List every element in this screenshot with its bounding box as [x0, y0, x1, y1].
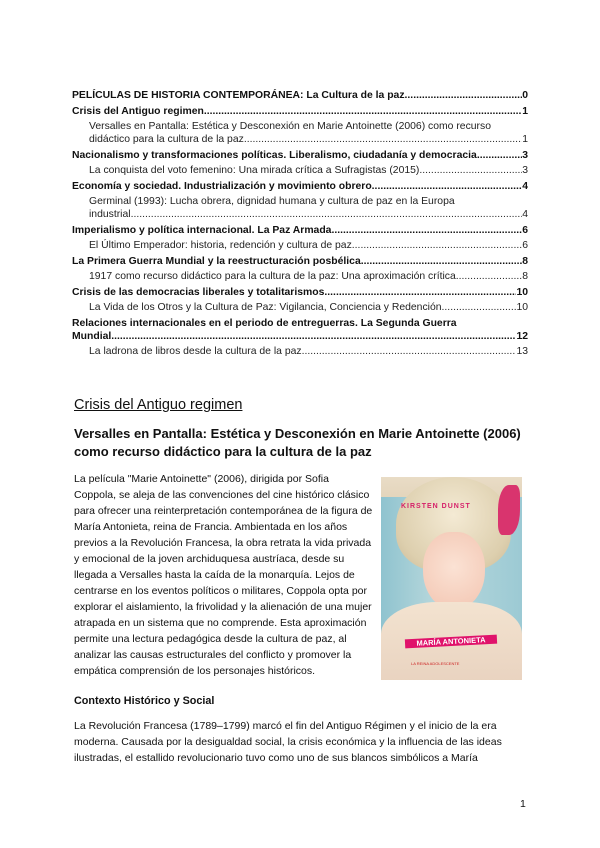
toc-entry[interactable]	[72, 345, 528, 358]
toc-entry-title-cont: Mundial	[72, 330, 112, 342]
toc-dot-leader	[324, 286, 516, 299]
toc-entry-page: 3	[522, 149, 528, 161]
toc-dot-leader	[405, 89, 523, 102]
toc-entry-title: Versalles en Pantalla: Estética y Desconexión en Marie Antoinette (2006) como recurso	[89, 121, 491, 132]
toc-entry-page: 8	[522, 255, 528, 267]
toc-entry-page: 1	[522, 105, 528, 117]
toc-entry[interactable]	[72, 164, 528, 177]
table-of-contents	[72, 89, 528, 358]
toc-entry-page: 6	[522, 224, 528, 236]
toc-entry-last-line	[89, 133, 528, 146]
toc-entry-title: La Vida de los Otros y la Cultura de Paz: Vigilancia, Conciencia y Redención	[89, 302, 442, 313]
toc-entry-title-cont: industrial	[89, 209, 131, 220]
poster-title: MARÍA ANTONIETA	[405, 635, 497, 649]
toc-dot-leader	[477, 149, 522, 162]
toc-dot-leader	[302, 345, 517, 358]
toc-entry-page: 0	[522, 90, 528, 101]
toc-dot-leader	[131, 208, 523, 221]
toc-entry[interactable]	[72, 105, 528, 118]
toc-entry-title: La ladrona de libros desde la cultura de la paz	[89, 346, 302, 357]
toc-entry-title-cont: didáctico para la cultura de la paz	[89, 134, 244, 145]
toc-entry-last-line	[72, 330, 528, 343]
toc-entry-last-line	[89, 208, 528, 221]
toc-entry[interactable]	[72, 89, 528, 102]
toc-dot-leader	[442, 301, 517, 314]
section-content	[72, 396, 532, 766]
toc-entry[interactable]	[72, 317, 528, 343]
toc-dot-leader	[331, 224, 522, 237]
toc-entry[interactable]	[72, 255, 528, 268]
toc-entry[interactable]	[72, 195, 528, 221]
toc-entry-page: 12	[516, 330, 528, 342]
poster-actor: KIRSTEN DUNST	[401, 503, 471, 510]
toc-entry[interactable]	[72, 180, 528, 193]
toc-dot-leader	[111, 330, 516, 343]
toc-entry-page: 4	[522, 180, 528, 192]
toc-entry-title: Nacionalismo y transformaciones políticas. Liberalismo, ciudadanía y democracia	[72, 149, 477, 161]
toc-entry-title: Crisis de las democracias liberales y totalitarismos	[72, 286, 325, 298]
toc-dot-leader	[364, 255, 523, 268]
toc-entry-title: Germinal (1993): Lucha obrera, dignidad humana y cultura de paz en la Europa	[89, 196, 455, 207]
toc-entry-page: 1	[522, 134, 528, 145]
poster-tagline: LA REINA ADOLESCENTE	[411, 661, 460, 666]
toc-entry[interactable]	[72, 224, 528, 237]
toc-entry-page: 6	[522, 240, 528, 251]
toc-entry[interactable]	[72, 301, 528, 314]
toc-entry-title: La conquista del voto femenino: Una mirada crítica a Sufragistas (2015).	[89, 165, 423, 176]
toc-dot-leader	[372, 180, 523, 193]
toc-dot-leader	[352, 239, 522, 252]
subsection-heading-context: Contexto Histórico y Social	[74, 695, 215, 707]
toc-entry[interactable]	[72, 149, 528, 162]
toc-dot-leader	[204, 105, 522, 118]
page-number: 1	[520, 798, 526, 810]
toc-entry-title: Imperialismo y política internacional. La Paz Armada	[72, 224, 332, 236]
toc-entry-page: 10	[516, 286, 528, 298]
toc-entry-page: 3	[522, 165, 528, 176]
toc-entry-title: Relaciones internacionales en el periodo de entreguerras. La Segunda Guerra	[72, 317, 457, 329]
toc-entry-page: 10	[516, 302, 528, 313]
intro-block	[74, 471, 532, 684]
toc-entry-title: El Último Emperador: historia, redención y cultura de paz	[89, 240, 352, 251]
toc-entry-page: 13	[516, 346, 528, 357]
toc-entry[interactable]	[72, 286, 528, 299]
body-paragraph: La película "Marie Antoinette" (2006), dirigida por Sofia Coppola, se aleja de las convenciones del cine histórico clásico para ofrecer una reinterpretación contemporánea de la figura de María Antonieta, reina de Francia. Ambientada en los años previos a la Revolución Francesa, la obra retrata la vida privada y emocional de la joven archiduquesa austríaca, desde su llegada a Versalles hasta la caída de la monarquía. Lejos de centrarse en los eventos políticos o militares, Coppola opta por explorar el aislamiento, la frivolidad y la alienación de una mujer atrapada en un sistema que no comprende. Esta aproximación permite una lectura pedagógica desde la cultura de paz, al analizar las causas estructurales del conflicto y promover la empática comprensión de los personajes históricos.	[74, 473, 373, 677]
toc-dot-leader	[422, 164, 522, 177]
subsection-heading: Versalles en Pantalla: Estética y Desconexión en Marie Antoinette (2006) como recurso didáctico para la cultura de la paz	[74, 426, 521, 459]
toc-entry[interactable]	[72, 239, 528, 252]
toc-entry[interactable]	[72, 270, 528, 283]
toc-entry-page: 4	[522, 209, 528, 220]
toc-dot-leader	[456, 270, 522, 283]
movie-poster-image	[381, 477, 522, 680]
toc-entry-title: Crisis del Antiguo regimen	[72, 105, 204, 117]
body-paragraph-context: La Revolución Francesa (1789–1799) marcó el fin del Antiguo Régimen y el inicio de la era moderna. Causada por la desigualdad social, la crisis económica y la influencia de las ideas ilustradas, el estallido revolucionario tuvo como uno de sus blancos simbólicos a María	[74, 720, 502, 764]
toc-entry-title: 1917 como recurso didáctico para la cultura de la paz: Una aproximación crítica	[89, 271, 456, 282]
toc-dot-leader	[244, 133, 522, 146]
section-heading: Crisis del Antiguo regimen	[74, 397, 243, 413]
toc-entry-title: PELÍCULAS DE HISTORIA CONTEMPORÁNEA: La Cultura de la paz	[72, 90, 405, 101]
toc-entry-title: Economía y sociedad. Industrialización y movimiento obrero	[72, 180, 372, 192]
toc-entry-page: 8	[522, 271, 528, 282]
toc-entry[interactable]	[72, 120, 528, 146]
toc-entry-title: La Primera Guerra Mundial y la reestructuración posbélica.	[72, 255, 364, 267]
